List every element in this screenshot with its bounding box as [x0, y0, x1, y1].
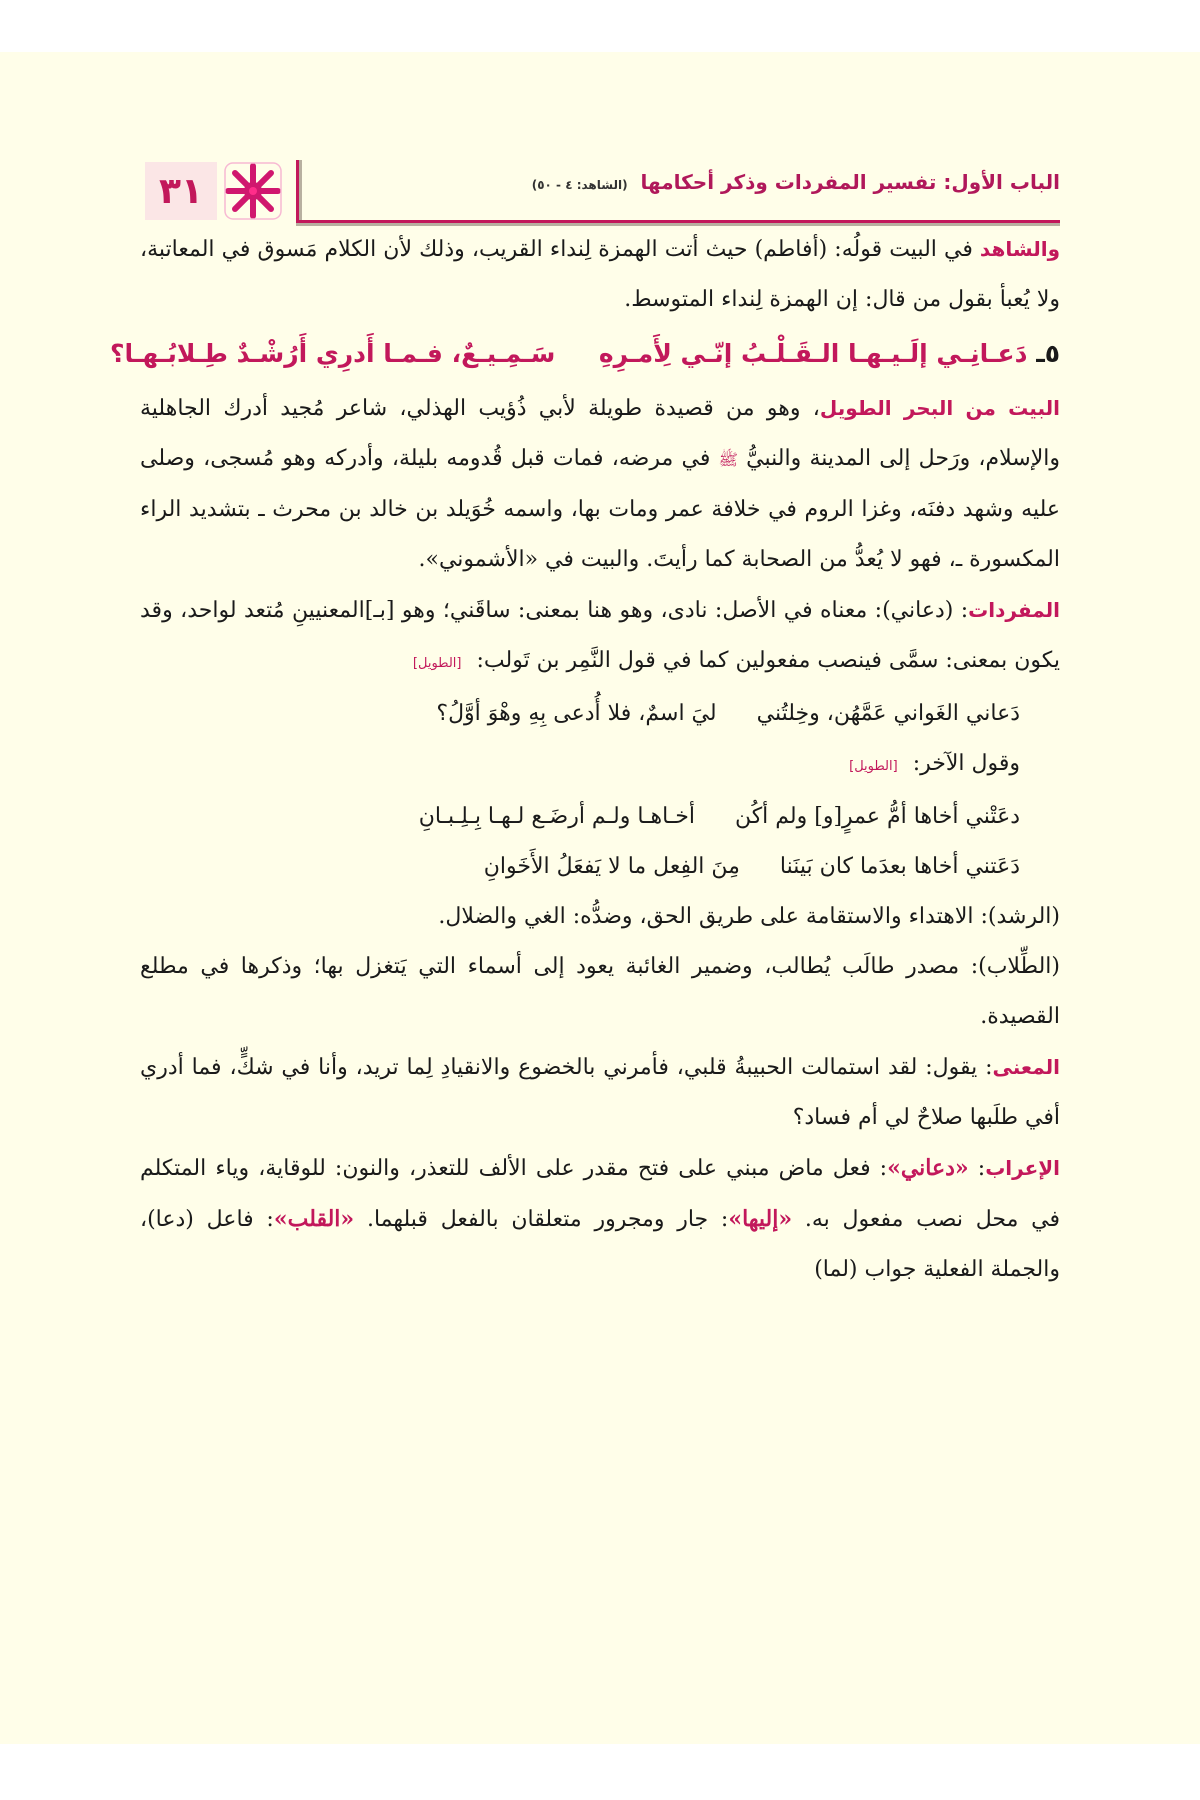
poem-line: [140, 792, 1020, 842]
mufradat-paragraph: [140, 585, 1060, 689]
running-title: الباب الأول: تفسير المفردات وذكر أحكامها: [640, 170, 1060, 194]
verse-first-half: دَعـانِـي إلَـيـهـا الـقَـلْـبُ إنّـي لِأَمـرِهِ: [598, 339, 1028, 368]
header-rule-vertical: [296, 160, 299, 222]
hemistich-second: مِنَ الفِعل ما لا يَفعَلُ الأَخَوانِ: [483, 854, 740, 879]
hemistich-second: ليَ اسمٌ، فلا أُدعى بِهِ وهْوَ أوَّلُ؟: [436, 701, 717, 726]
bayt-paragraph: [140, 383, 1060, 585]
hemistich-first: دَعَتني أخاها بعدَما كان بَينَنا: [779, 854, 1020, 879]
page-header: [0, 52, 1200, 252]
irab-word: «دعاني»: [887, 1155, 969, 1181]
running-reference: (الشاهد: ٤ - ٥٠): [531, 178, 628, 192]
mufradat-label: المفردات: [968, 598, 1060, 622]
verse-number: ٥ـ: [1036, 339, 1060, 368]
irab-label: الإعراب: [985, 1156, 1061, 1180]
shahid-paragraph: [140, 224, 1060, 325]
hemistich-first: دعَتْني أخاها أمُّ عمرٍ[و] ولم أكُن: [734, 804, 1020, 829]
hemistich-first: دَعاني الغَواني عَمَّهُن، وخِلتُني: [756, 701, 1020, 726]
shahid-label: والشاهد: [979, 237, 1060, 261]
header-rule-horizontal: [296, 220, 1060, 223]
shahid-text-1: في البيت قولُه: (أفاطم) حيث أتت الهمزة لِنداء القريب، وذلك لأن: [383, 237, 980, 262]
poem-line: [140, 689, 1020, 739]
tilab-definition: (الطِّلاب): مصدر طالَب يُطالب، وضمير الغائبة يعود إلى أسماء التي يَتغزل بها؛ وذكرها في مطلع القصيدة.: [140, 954, 1060, 1029]
pbuh-glyph: ﷺ: [718, 450, 738, 469]
bayt-text: ، وهو من قصيدة طويلة لأبي ذُؤيب الهذلي، شاعر مُجيد أدرك الجاهلية والإسلام، ورَحل إلى المدينة والنبيُّ: [140, 396, 1060, 471]
mufradat-text: : (دعاني): معناه في الأصل: نادى، وهو هنا بمعنى: ساقَني؛ وهو [بـ]المعنيينِ مُتعد لواحد، وقد يكون بمعنى: سمَّى فينصب مفعولين كما في قول النَّمِر بن تَولب:: [140, 598, 1060, 673]
irab-text: : فعل ماض مبني على فتح مقدر على الألف للتعذر، والنون: للوقاية، وياء المتكلم في محل نصب مفعول به.: [140, 1156, 1061, 1232]
bayt-label: البيت من البحر الطويل: [819, 396, 1060, 420]
maana-text: : يقول: لقد استمالت الحبيبةُ قلبي، فأمرني بالخضوع والانقيادِ لِما تريد، وأنا في شكٍّ، فما أدري أفي طلَبها صلاحٌ لي أم فساد؟: [140, 1055, 1060, 1130]
irab-paragraph: [140, 1143, 1060, 1295]
other-intro: [140, 739, 1020, 792]
other-intro-text: وقول الآخر:: [912, 751, 1020, 776]
page-number: ٣١: [145, 162, 217, 220]
irab-text: : فاعل (دعا)، والجملة الفعلية جواب (لما): [140, 1207, 1060, 1282]
meter-tag: [الطويل]: [412, 656, 462, 671]
running-head: [532, 170, 1060, 194]
book-page: [0, 52, 1200, 1744]
page-body: [109, 224, 1061, 1295]
irab-text: : جار ومجرور متعلقان بالفعل قبلهما.: [354, 1207, 729, 1232]
irab-word: «القلب»: [273, 1206, 355, 1232]
verse-second-half: سَـمِـيـعٌ، فـمـا أَدرِي أَرُشْـدٌ طِـلابُـهـا؟: [109, 339, 556, 368]
verse-heading: [109, 325, 1060, 383]
meter-tag: [الطويل]: [849, 759, 898, 774]
maana-label: المعنى: [992, 1055, 1060, 1079]
hemistich-second: أخـاهـا ولـم أرضَـع لـهـا بِـلِـبـانِ: [418, 804, 695, 829]
flower-ornament-icon: [222, 160, 284, 222]
shahid-text-2: الكلام مَسوق في المعاتبة، ولا يُعبأ بقول من قال: إن الهمزة لِنداء المتوسط.: [140, 237, 1060, 312]
bayt-text-2: في مرضه، فمات قبل قُدومه بليلة، وأدركه وهو مُسجى، وصلى عليه وشهد دفنَه، وغزا الروم في خلافة عمر ومات بها، واسمه خُوَيلد بن خالد بن محرث ـ بتشديد الراء المكسورة ـ، فهو لا يُعدُّ من الصحابة كما رأيتَ. والبيت في «الأشموني».: [140, 446, 1060, 572]
rushd-definition: (الرشد): الاهتداء والاستقامة على طريق الحق، وضدُّه: الغي والضلال.: [438, 904, 1060, 929]
poem-block-1: [140, 689, 1060, 892]
poem-line: [140, 842, 1020, 892]
irab-word: «إليها»: [728, 1206, 793, 1232]
maana-paragraph: [140, 1042, 1060, 1143]
irab-colon: :: [968, 1156, 986, 1181]
